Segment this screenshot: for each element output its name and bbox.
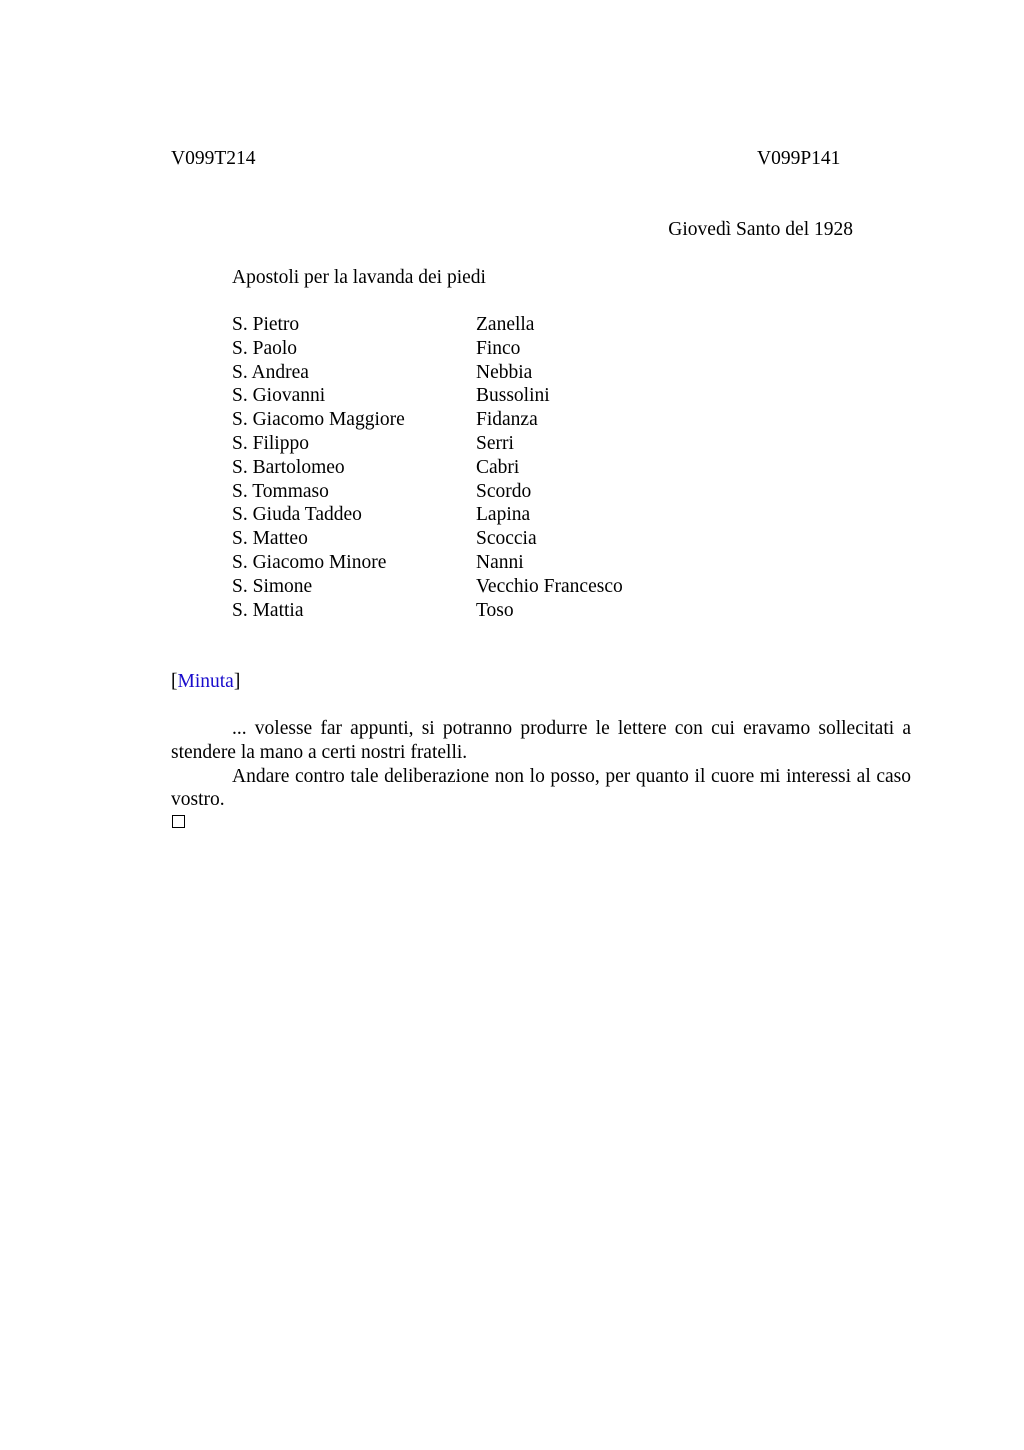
person-name: Fidanza [476, 409, 538, 431]
document-code-right: V099P141 [757, 148, 841, 169]
close-bracket: ] [233, 671, 241, 692]
person-name: Nebbia [476, 361, 533, 383]
person-name: Vecchio Francesco [476, 575, 623, 597]
person-name: Nanni [476, 551, 524, 573]
saint-name: S. Simone [232, 575, 313, 597]
body-text [171, 717, 911, 812]
saint-name: S. Andrea [232, 361, 309, 383]
saint-name: S. Filippo [232, 432, 309, 454]
list-heading: Apostoli per la lavanda dei piedi [232, 267, 486, 288]
saint-name: S. Giacomo Maggiore [232, 409, 405, 431]
saint-name: S. Matteo [232, 528, 308, 550]
saint-name: S. Bartolomeo [232, 456, 345, 478]
saint-name: S. Giovanni [232, 385, 326, 407]
minuta-label [171, 670, 240, 694]
body-paragraph: Andare contro tale deliberazione non lo posso, per quanto il cuore mi interessi al caso vostro. [171, 765, 911, 811]
minuta-link[interactable]: Minuta [177, 671, 234, 692]
person-name: Zanella [476, 314, 535, 335]
saint-name: S. Pietro [232, 314, 300, 335]
person-name: Bussolini [476, 385, 550, 407]
saint-name: S. Mattia [232, 599, 304, 621]
saint-name: S. Paolo [232, 337, 298, 359]
person-name: Serri [476, 432, 514, 454]
person-name: Lapina [476, 504, 531, 526]
body-paragraph: ... volesse far appunti, si potranno produrre le lettere con cui eravamo sollecitati a stendere la mano a certi nostri fratelli. [171, 718, 911, 763]
open-bracket: [ [171, 671, 178, 692]
person-name: Cabri [476, 456, 520, 478]
document-code-left: V099T214 [171, 148, 256, 169]
saint-name: S. Giuda Taddeo [232, 504, 362, 526]
square-box-icon [172, 815, 185, 828]
person-name: Finco [476, 337, 521, 359]
person-name: Scordo [476, 480, 532, 502]
document-date: Giovedì Santo del 1928 [668, 219, 853, 240]
saint-name: S. Giacomo Minore [232, 551, 387, 573]
saint-name: S. Tommaso [232, 480, 329, 502]
person-name: Toso [476, 599, 514, 621]
person-name: Scoccia [476, 528, 537, 550]
